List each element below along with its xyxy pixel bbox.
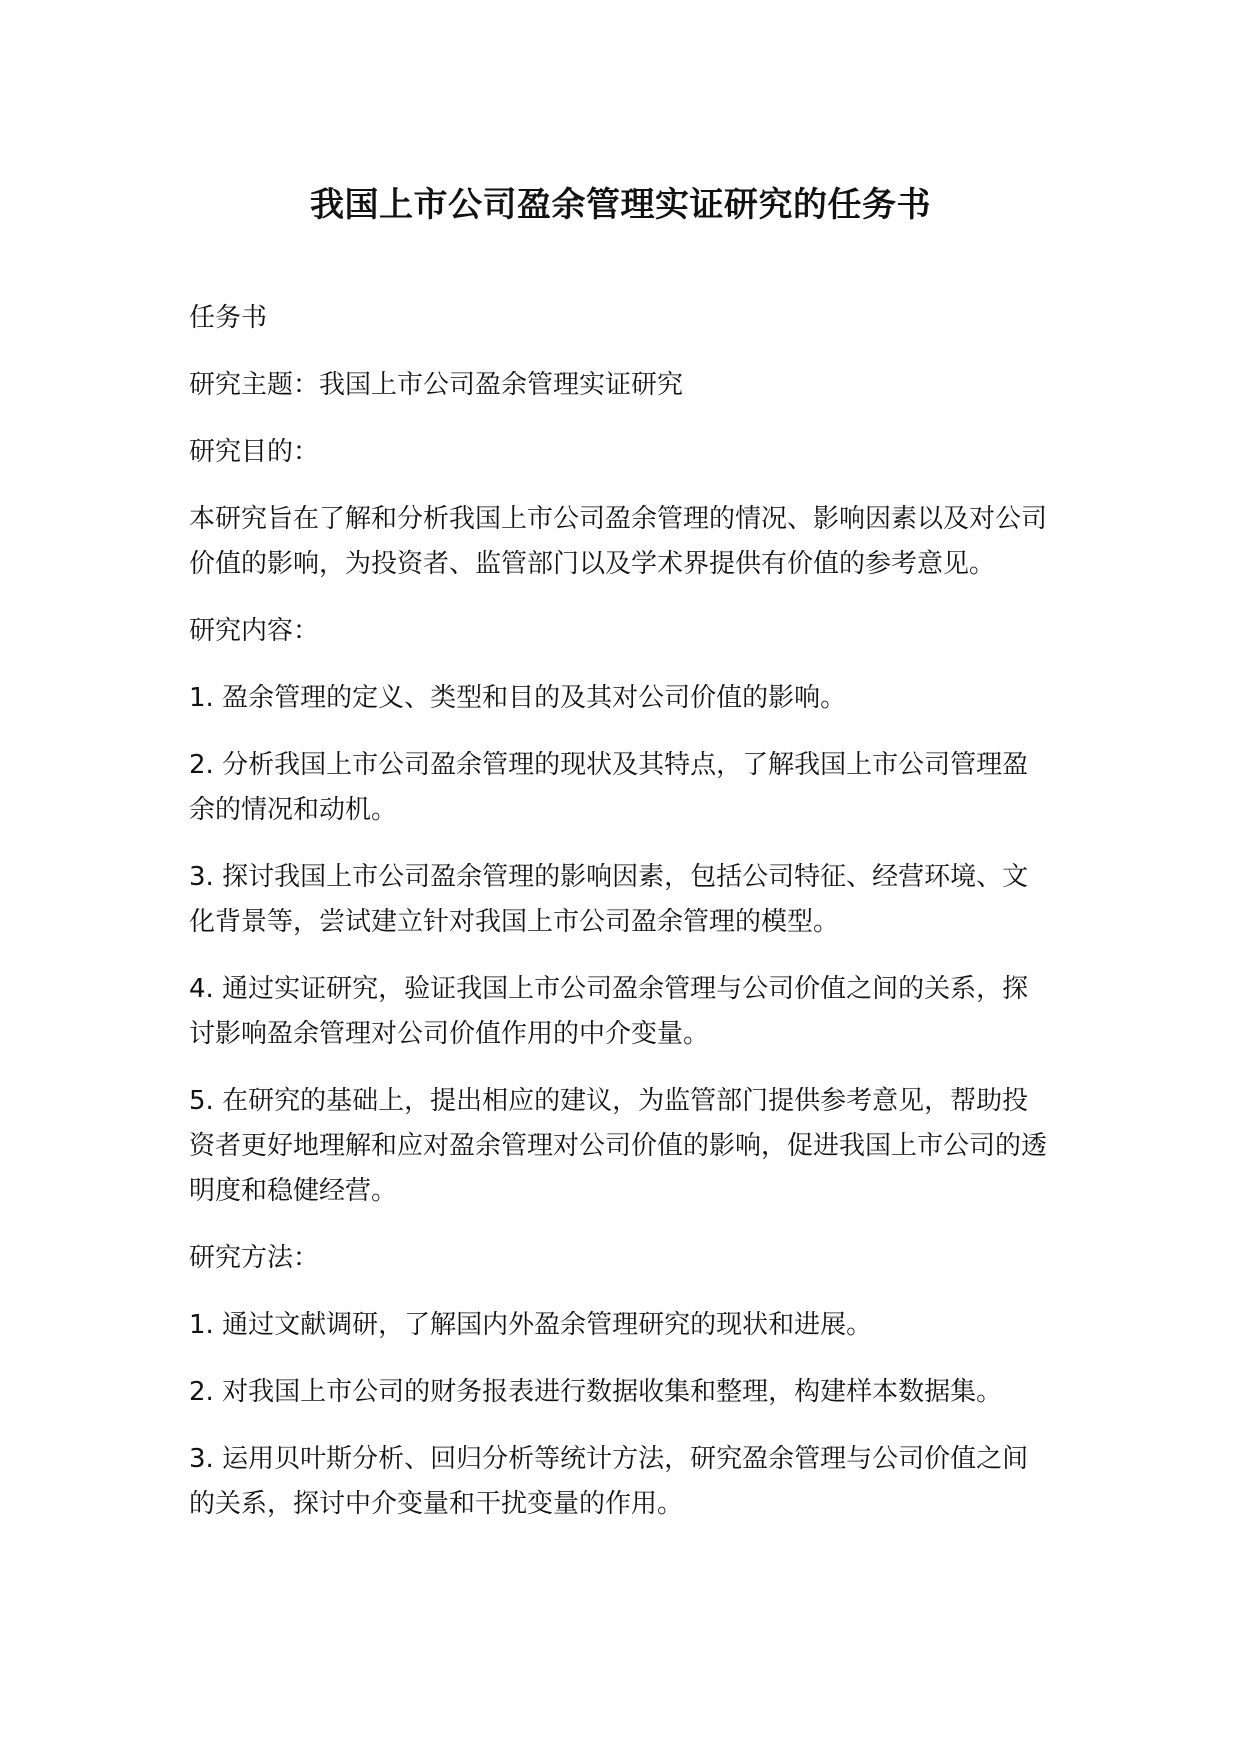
paragraph-content-item-2: 2. 分析我国上市公司盈余管理的现状及其特点，了解我国上市公司管理盈余的情况和动机。	[189, 750, 1029, 825]
document-body	[189, 296, 1051, 1527]
paragraph-content-item-3: 3. 探讨我国上市公司盈余管理的影响因素，包括公司特征、经营环境、文化背景等，尝试建立针对我国上市公司盈余管理的模型。	[189, 862, 1029, 937]
paragraph-research-topic: 研究主题：我国上市公司盈余管理实证研究	[189, 370, 684, 400]
paragraph-heading: 任务书	[189, 303, 268, 333]
paragraph-purpose-text: 本研究旨在了解和分析我国上市公司盈余管理的情况、影响因素以及对公司价值的影响，为投资者、监管部门以及学术界提供有价值的参考意见。	[189, 504, 1048, 579]
paragraph-method-label: 研究方法：	[189, 1243, 320, 1273]
paragraph-method-item-1: 1. 通过文献调研，了解国内外盈余管理研究的现状和进展。	[189, 1310, 873, 1340]
paragraph-method-item-2: 2. 对我国上市公司的财务报表进行数据收集和整理，构建样本数据集。	[189, 1377, 1003, 1407]
document-title: 我国上市公司盈余管理实证研究的任务书	[310, 185, 931, 225]
paragraph-content-item-4: 4. 通过实证研究，验证我国上市公司盈余管理与公司价值之间的关系，探讨影响盈余管理对公司价值作用的中介变量。	[189, 974, 1029, 1049]
paragraph-content-item-1: 1. 盈余管理的定义、类型和目的及其对公司价值的影响。	[189, 683, 847, 713]
paragraph-content-item-5: 5. 在研究的基础上，提出相应的建议，为监管部门提供参考意见，帮助投资者更好地理解和应对盈余管理对公司价值的影响，促进我国上市公司的透明度和稳健经营。	[189, 1086, 1048, 1206]
paragraph-content-label: 研究内容：	[189, 616, 320, 646]
paragraph-purpose-label: 研究目的：	[189, 437, 320, 467]
paragraph-method-item-3: 3. 运用贝叶斯分析、回归分析等统计方法，研究盈余管理与公司价值之间的关系，探讨中介变量和干扰变量的作用。	[189, 1444, 1029, 1519]
